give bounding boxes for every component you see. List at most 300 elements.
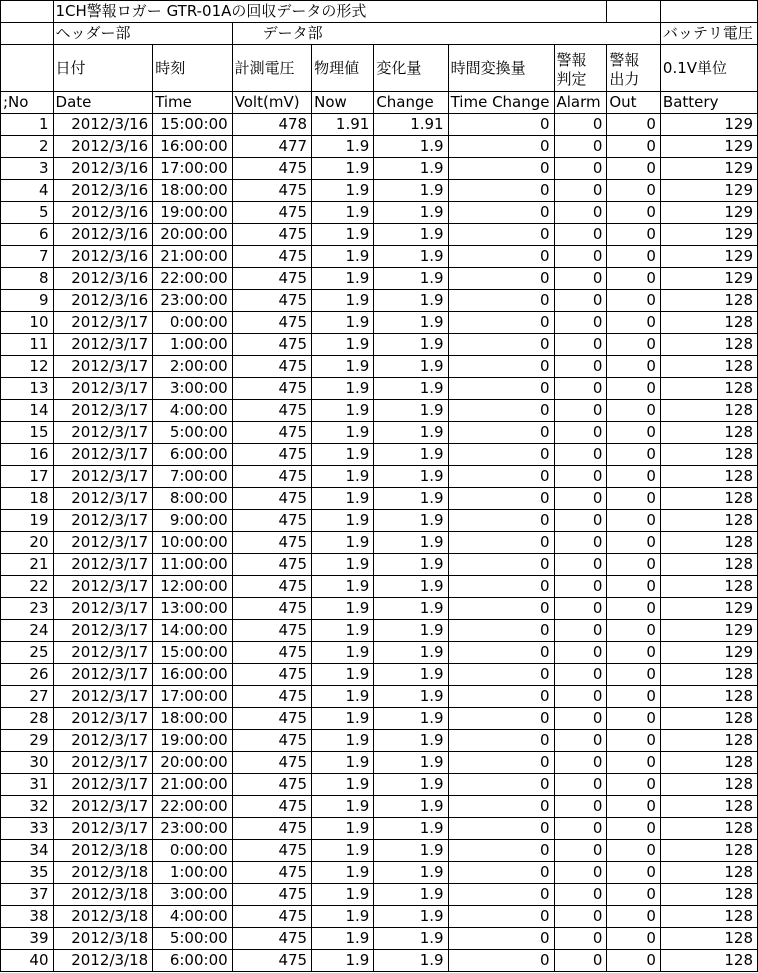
table-cell[interactable]: 2012/3/17 [53,532,153,554]
table-cell[interactable]: 1.9 [374,334,448,356]
table-cell[interactable]: 0 [607,290,661,312]
en-header-cell[interactable]: Out [607,92,661,114]
table-cell[interactable]: 1.9 [312,884,374,906]
table-cell[interactable]: 2012/3/17 [53,488,153,510]
en-header-cell[interactable]: Time [153,92,232,114]
sheet-title-cell[interactable]: 1CH警報ロガー GTR-01Aの回収データの形式 [53,1,554,23]
table-cell[interactable]: 0 [607,466,661,488]
table-cell[interactable]: 35 [1,862,54,884]
table-cell[interactable]: 0 [607,334,661,356]
table-cell[interactable]: 0 [448,224,554,246]
table-cell[interactable]: 128 [660,312,757,334]
table-cell[interactable]: 0 [607,356,661,378]
table-cell[interactable]: 1.9 [312,422,374,444]
table-cell[interactable]: 19:00:00 [153,202,232,224]
table-cell[interactable]: 2012/3/17 [53,642,153,664]
table-cell[interactable]: 129 [660,136,757,158]
table-cell[interactable]: 6:00:00 [153,950,232,972]
table-cell[interactable]: 13 [1,378,54,400]
table-cell[interactable]: 1.9 [374,488,448,510]
table-cell[interactable]: 2012/3/16 [53,224,153,246]
table-cell[interactable]: 1.9 [312,532,374,554]
table-cell[interactable]: 0 [554,532,607,554]
table-cell[interactable]: 0 [607,378,661,400]
table-cell[interactable]: 128 [660,928,757,950]
table-cell[interactable]: 0 [607,510,661,532]
table-cell[interactable]: 1.9 [374,686,448,708]
table-cell[interactable]: 20:00:00 [153,752,232,774]
table-cell[interactable]: 0 [607,136,661,158]
table-cell[interactable]: 128 [660,752,757,774]
table-cell[interactable]: 2012/3/17 [53,466,153,488]
table-cell[interactable]: 2012/3/18 [53,928,153,950]
table-cell[interactable]: 475 [232,576,311,598]
table-cell[interactable]: 19 [1,510,54,532]
table-cell[interactable]: 475 [232,598,311,620]
table-cell[interactable]: 1.9 [374,730,448,752]
table-cell[interactable]: 0 [448,906,554,928]
jp-header-cell[interactable]: 変化量 [374,45,448,92]
table-cell[interactable]: 1.9 [374,246,448,268]
table-cell[interactable]: 0 [607,268,661,290]
table-cell[interactable]: 0 [607,224,661,246]
table-cell[interactable]: 0 [607,840,661,862]
table-cell[interactable]: 128 [660,664,757,686]
table-cell[interactable]: 475 [232,246,311,268]
table-cell[interactable]: 8:00:00 [153,488,232,510]
table-cell[interactable]: 128 [660,444,757,466]
table-cell[interactable]: 1.9 [374,400,448,422]
jp-header-cell[interactable]: 時刻 [153,45,232,92]
table-cell[interactable]: 33 [1,818,54,840]
table-cell[interactable]: 4 [1,180,54,202]
table-cell[interactable]: 0 [554,906,607,928]
table-cell[interactable]: 0 [448,158,554,180]
table-cell[interactable]: 23:00:00 [153,818,232,840]
table-cell[interactable]: 1.9 [312,752,374,774]
table-cell[interactable]: 129 [660,246,757,268]
table-cell[interactable]: 1.9 [312,224,374,246]
table-cell[interactable]: 2012/3/17 [53,444,153,466]
table-cell[interactable]: 1.9 [312,180,374,202]
table-cell[interactable]: 30 [1,752,54,774]
table-cell[interactable]: 14:00:00 [153,620,232,642]
table-cell[interactable]: 32 [1,796,54,818]
table-cell[interactable]: 0 [554,664,607,686]
table-cell[interactable]: 1.9 [374,136,448,158]
table-cell[interactable]: 0 [554,708,607,730]
table-cell[interactable]: 1.9 [312,290,374,312]
table-cell[interactable]: 475 [232,708,311,730]
table-cell[interactable]: 0 [607,598,661,620]
table-cell[interactable]: 18:00:00 [153,180,232,202]
cell[interactable] [554,1,607,23]
table-cell[interactable]: 0 [448,202,554,224]
table-cell[interactable]: 0 [554,818,607,840]
table-cell[interactable]: 1.9 [374,290,448,312]
table-cell[interactable]: 0 [607,730,661,752]
table-cell[interactable]: 0 [448,268,554,290]
table-cell[interactable]: 128 [660,730,757,752]
table-cell[interactable]: 0 [554,576,607,598]
table-cell[interactable]: 129 [660,158,757,180]
cell[interactable] [1,23,54,45]
table-cell[interactable]: 2012/3/18 [53,840,153,862]
table-cell[interactable]: 2012/3/16 [53,246,153,268]
table-cell[interactable]: 1.9 [374,224,448,246]
table-cell[interactable]: 0 [607,664,661,686]
table-cell[interactable]: 1.9 [312,378,374,400]
table-cell[interactable]: 1.91 [374,114,448,136]
table-cell[interactable]: 2012/3/16 [53,180,153,202]
table-cell[interactable]: 1.9 [312,642,374,664]
table-cell[interactable]: 1.9 [374,444,448,466]
table-cell[interactable]: 128 [660,356,757,378]
jp-header-cell[interactable]: 日付 [53,45,153,92]
table-cell[interactable]: 2012/3/17 [53,686,153,708]
table-cell[interactable]: 475 [232,620,311,642]
table-cell[interactable]: 1.9 [374,884,448,906]
table-cell[interactable]: 26 [1,664,54,686]
table-cell[interactable]: 0 [607,708,661,730]
table-cell[interactable]: 0 [448,136,554,158]
table-cell[interactable]: 475 [232,158,311,180]
table-cell[interactable]: 0 [554,180,607,202]
table-cell[interactable]: 0 [448,620,554,642]
table-cell[interactable]: 2:00:00 [153,356,232,378]
table-cell[interactable]: 22:00:00 [153,268,232,290]
table-cell[interactable]: 2012/3/17 [53,400,153,422]
table-cell[interactable]: 0 [554,862,607,884]
table-cell[interactable]: 0 [554,312,607,334]
table-cell[interactable]: 1.9 [374,268,448,290]
table-cell[interactable]: 1.9 [312,840,374,862]
table-cell[interactable]: 128 [660,862,757,884]
table-cell[interactable]: 1.9 [312,928,374,950]
table-cell[interactable]: 0 [554,840,607,862]
en-header-cell[interactable]: Alarm [554,92,607,114]
table-cell[interactable]: 3 [1,158,54,180]
table-cell[interactable]: 23:00:00 [153,290,232,312]
table-cell[interactable]: 2012/3/17 [53,620,153,642]
table-cell[interactable]: 0 [448,554,554,576]
table-cell[interactable]: 0 [607,158,661,180]
table-cell[interactable]: 475 [232,752,311,774]
table-cell[interactable]: 39 [1,928,54,950]
table-cell[interactable]: 0 [448,114,554,136]
table-cell[interactable]: 129 [660,268,757,290]
table-cell[interactable]: 0 [448,950,554,972]
table-cell[interactable]: 38 [1,906,54,928]
table-cell[interactable]: 0 [607,400,661,422]
table-cell[interactable]: 0 [448,664,554,686]
table-cell[interactable]: 1.9 [312,202,374,224]
table-cell[interactable]: 1.9 [374,356,448,378]
table-cell[interactable]: 0 [607,444,661,466]
table-cell[interactable]: 0 [448,774,554,796]
table-cell[interactable]: 25 [1,642,54,664]
table-cell[interactable]: 0 [448,686,554,708]
table-cell[interactable]: 2012/3/17 [53,598,153,620]
table-cell[interactable]: 128 [660,796,757,818]
table-cell[interactable]: 475 [232,268,311,290]
table-cell[interactable]: 0 [607,950,661,972]
table-cell[interactable]: 5 [1,202,54,224]
table-cell[interactable]: 1.9 [312,950,374,972]
table-cell[interactable]: 0 [607,532,661,554]
table-cell[interactable]: 2012/3/17 [53,818,153,840]
table-cell[interactable]: 1.9 [312,906,374,928]
table-cell[interactable]: 5:00:00 [153,422,232,444]
table-cell[interactable]: 0 [448,312,554,334]
table-cell[interactable]: 475 [232,796,311,818]
en-header-cell[interactable]: Battery [660,92,757,114]
jp-header-cell[interactable]: 警報 判定 [554,45,607,92]
table-cell[interactable]: 13:00:00 [153,598,232,620]
table-cell[interactable]: 0 [607,202,661,224]
table-cell[interactable]: 0 [554,136,607,158]
table-cell[interactable]: 129 [660,620,757,642]
table-cell[interactable]: 1.9 [374,862,448,884]
table-cell[interactable]: 0 [554,510,607,532]
table-cell[interactable]: 27 [1,686,54,708]
table-cell[interactable]: 1.9 [312,312,374,334]
table-cell[interactable]: 128 [660,378,757,400]
table-cell[interactable]: 0 [607,620,661,642]
table-cell[interactable]: 1.9 [374,202,448,224]
table-cell[interactable]: 9:00:00 [153,510,232,532]
table-cell[interactable]: 0 [607,576,661,598]
table-cell[interactable]: 12:00:00 [153,576,232,598]
table-cell[interactable]: 1.9 [312,730,374,752]
table-cell[interactable]: 475 [232,400,311,422]
table-cell[interactable]: 475 [232,356,311,378]
table-cell[interactable]: 1.9 [374,312,448,334]
table-cell[interactable]: 14 [1,400,54,422]
table-cell[interactable]: 477 [232,136,311,158]
table-cell[interactable]: 1.9 [312,400,374,422]
table-cell[interactable]: 1.9 [312,796,374,818]
table-cell[interactable]: 21:00:00 [153,246,232,268]
table-cell[interactable]: 1.9 [312,598,374,620]
table-cell[interactable]: 18 [1,488,54,510]
table-cell[interactable]: 1.9 [374,466,448,488]
table-cell[interactable]: 0:00:00 [153,312,232,334]
table-cell[interactable]: 1.9 [374,840,448,862]
cell[interactable] [1,1,54,23]
table-cell[interactable]: 475 [232,180,311,202]
table-cell[interactable]: 475 [232,906,311,928]
table-cell[interactable]: 475 [232,290,311,312]
table-cell[interactable]: 0 [607,884,661,906]
table-cell[interactable]: 1.9 [312,554,374,576]
table-cell[interactable]: 475 [232,664,311,686]
table-cell[interactable]: 2012/3/17 [53,664,153,686]
table-cell[interactable]: 0 [554,158,607,180]
data-section-label[interactable]: データ部 [232,23,660,45]
table-cell[interactable]: 1.91 [312,114,374,136]
table-cell[interactable]: 16:00:00 [153,136,232,158]
table-cell[interactable]: 2012/3/16 [53,290,153,312]
table-cell[interactable]: 22 [1,576,54,598]
table-cell[interactable]: 475 [232,774,311,796]
table-cell[interactable]: 34 [1,840,54,862]
table-cell[interactable]: 128 [660,708,757,730]
table-cell[interactable]: 0 [448,708,554,730]
table-cell[interactable]: 128 [660,884,757,906]
table-cell[interactable]: 475 [232,422,311,444]
table-cell[interactable]: 1:00:00 [153,862,232,884]
table-cell[interactable]: 21 [1,554,54,576]
table-cell[interactable]: 2012/3/18 [53,884,153,906]
table-cell[interactable]: 0 [554,290,607,312]
table-cell[interactable]: 3:00:00 [153,884,232,906]
table-cell[interactable]: 1.9 [374,796,448,818]
table-cell[interactable]: 2012/3/17 [53,510,153,532]
table-cell[interactable]: 0 [607,906,661,928]
table-cell[interactable]: 0 [607,928,661,950]
table-cell[interactable]: 475 [232,532,311,554]
table-cell[interactable]: 1.9 [312,576,374,598]
table-cell[interactable]: 0 [554,488,607,510]
table-cell[interactable]: 129 [660,180,757,202]
table-cell[interactable]: 0 [554,224,607,246]
table-cell[interactable]: 0 [448,884,554,906]
table-cell[interactable]: 0 [448,180,554,202]
table-cell[interactable]: 0 [607,554,661,576]
table-cell[interactable]: 128 [660,466,757,488]
table-cell[interactable]: 2012/3/17 [53,774,153,796]
table-cell[interactable]: 0 [554,796,607,818]
table-cell[interactable]: 0 [448,752,554,774]
table-cell[interactable]: 0 [448,356,554,378]
table-cell[interactable]: 475 [232,202,311,224]
table-cell[interactable]: 1.9 [374,576,448,598]
table-cell[interactable]: 6:00:00 [153,444,232,466]
table-cell[interactable]: 129 [660,224,757,246]
table-cell[interactable]: 2012/3/17 [53,378,153,400]
table-cell[interactable]: 0 [607,818,661,840]
en-header-cell[interactable]: Volt(mV) [232,92,311,114]
table-cell[interactable]: 29 [1,730,54,752]
battery-section-label[interactable]: バッテリ電圧 [660,23,757,45]
table-cell[interactable]: 0 [554,378,607,400]
table-cell[interactable]: 1.9 [312,246,374,268]
cell[interactable] [607,1,661,23]
table-cell[interactable]: 0 [448,796,554,818]
table-cell[interactable]: 7 [1,246,54,268]
table-cell[interactable]: 1.9 [312,818,374,840]
table-cell[interactable]: 0 [448,488,554,510]
table-cell[interactable]: 0 [554,334,607,356]
table-cell[interactable]: 1.9 [374,906,448,928]
table-cell[interactable]: 23 [1,598,54,620]
table-cell[interactable]: 22:00:00 [153,796,232,818]
table-cell[interactable]: 128 [660,290,757,312]
table-cell[interactable]: 1.9 [374,598,448,620]
table-cell[interactable]: 475 [232,466,311,488]
table-cell[interactable]: 0 [554,466,607,488]
en-header-cell[interactable]: Time Change [448,92,554,114]
table-cell[interactable]: 20 [1,532,54,554]
table-cell[interactable]: 4:00:00 [153,906,232,928]
table-cell[interactable]: 1.9 [374,642,448,664]
table-cell[interactable]: 8 [1,268,54,290]
table-cell[interactable]: 128 [660,576,757,598]
table-cell[interactable]: 128 [660,774,757,796]
table-cell[interactable]: 1.9 [374,774,448,796]
table-cell[interactable]: 0 [607,862,661,884]
table-cell[interactable]: 475 [232,642,311,664]
table-cell[interactable]: 1.9 [312,664,374,686]
table-cell[interactable]: 1.9 [374,378,448,400]
cell[interactable] [660,1,757,23]
table-cell[interactable]: 11 [1,334,54,356]
table-cell[interactable]: 1.9 [312,136,374,158]
table-cell[interactable]: 1.9 [374,752,448,774]
table-cell[interactable]: 128 [660,334,757,356]
table-cell[interactable]: 16:00:00 [153,664,232,686]
table-cell[interactable]: 15 [1,422,54,444]
table-cell[interactable]: 17:00:00 [153,158,232,180]
en-header-cell[interactable]: Now [312,92,374,114]
table-cell[interactable]: 0 [448,576,554,598]
table-cell[interactable]: 2012/3/17 [53,752,153,774]
table-cell[interactable]: 1.9 [374,510,448,532]
table-cell[interactable]: 128 [660,686,757,708]
table-cell[interactable]: 0 [448,378,554,400]
table-cell[interactable]: 475 [232,818,311,840]
table-cell[interactable]: 4:00:00 [153,400,232,422]
table-cell[interactable]: 0 [448,510,554,532]
table-cell[interactable]: 5:00:00 [153,928,232,950]
table-cell[interactable]: 0 [554,752,607,774]
table-cell[interactable]: 19:00:00 [153,730,232,752]
table-cell[interactable]: 0 [554,642,607,664]
table-cell[interactable]: 475 [232,488,311,510]
table-cell[interactable]: 129 [660,598,757,620]
table-cell[interactable]: 10:00:00 [153,532,232,554]
table-cell[interactable]: 0 [607,642,661,664]
table-cell[interactable]: 1.9 [374,950,448,972]
table-cell[interactable]: 0 [554,400,607,422]
table-cell[interactable]: 1.9 [312,774,374,796]
table-cell[interactable]: 0 [607,114,661,136]
table-cell[interactable]: 128 [660,510,757,532]
table-cell[interactable]: 21:00:00 [153,774,232,796]
table-cell[interactable]: 12 [1,356,54,378]
table-cell[interactable]: 1.9 [312,356,374,378]
table-cell[interactable]: 2012/3/17 [53,796,153,818]
table-cell[interactable]: 9 [1,290,54,312]
table-cell[interactable]: 2012/3/18 [53,906,153,928]
jp-header-cell[interactable]: 計測電圧 [232,45,311,92]
table-cell[interactable]: 0 [554,620,607,642]
jp-header-cell[interactable]: 警報 出力 [607,45,661,92]
table-cell[interactable]: 475 [232,686,311,708]
table-cell[interactable]: 0 [448,642,554,664]
table-cell[interactable]: 0 [607,686,661,708]
table-cell[interactable]: 37 [1,884,54,906]
table-cell[interactable]: 0 [554,774,607,796]
table-cell[interactable]: 1.9 [374,532,448,554]
table-cell[interactable]: 0 [554,686,607,708]
table-cell[interactable]: 128 [660,488,757,510]
jp-header-cell[interactable]: 時間変換量 [448,45,554,92]
table-cell[interactable]: 1.9 [312,708,374,730]
table-cell[interactable]: 0 [448,466,554,488]
table-cell[interactable]: 475 [232,884,311,906]
